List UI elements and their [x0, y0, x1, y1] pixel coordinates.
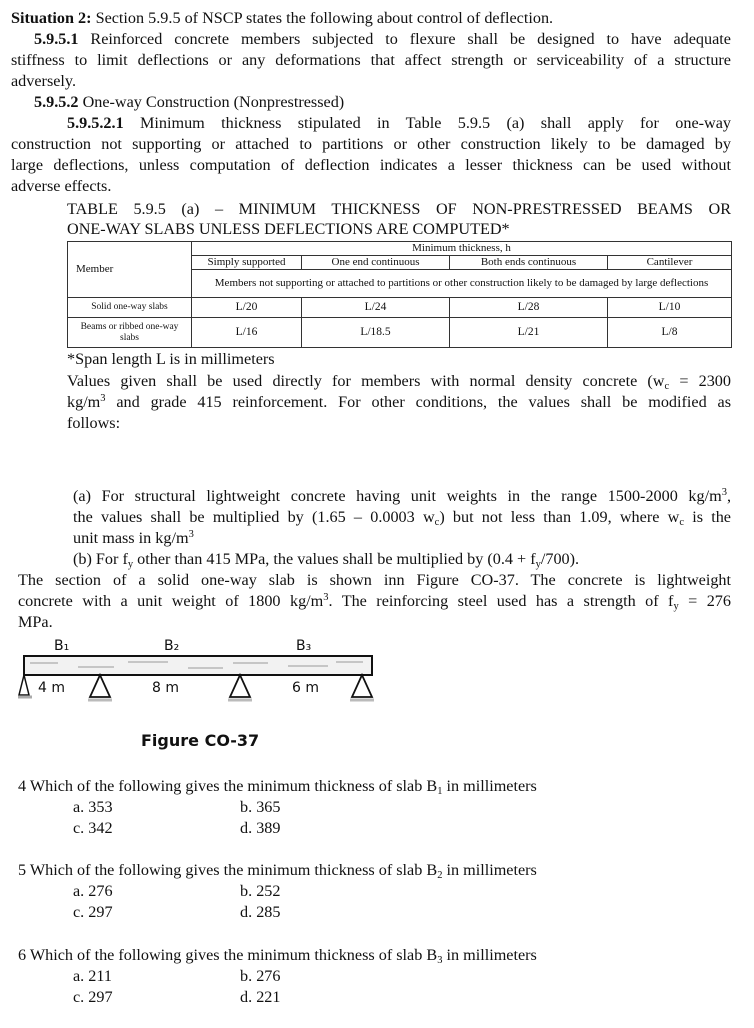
- member-header: Member: [68, 242, 192, 298]
- q4-option-c[interactable]: c. 342: [73, 819, 113, 837]
- modifier-b-sub: y: [127, 559, 134, 570]
- modifier-a-sub: c: [434, 517, 440, 528]
- modifier-line1: [67, 371, 731, 392]
- modifier-b-text: /700).: [540, 550, 580, 568]
- table-note-row: Members not supporting or attached to partitions or other construction likely to be damaged by large deflections: [192, 270, 732, 298]
- support-2: [228, 675, 252, 700]
- problem-sub: y: [673, 601, 679, 612]
- modifier-a-text: ) but not less than 1.09, where w: [439, 508, 680, 526]
- question-stem: 4 Which of the following gives the minimum thickness of slab B: [18, 777, 438, 795]
- col-simply-supported: Simply supported: [192, 256, 302, 270]
- modifier-text: and grade 415 reinforcement. For other conditions, the values shall be modified as: [105, 393, 731, 411]
- q6-option-c[interactable]: c. 297: [73, 988, 113, 1006]
- modifier-b-text: (b) For f: [73, 550, 128, 568]
- modifier-b-text: other than 415 MPa, the values shall be multiplied by (0.4 + f: [133, 550, 536, 568]
- clause-59521-text1: Minimum thickness stipulated in Table 5.9.5 (a) shall apply for one-way: [123, 114, 731, 132]
- modifier-a-text: unit mass in kg/m: [73, 529, 189, 547]
- situation-heading: Situation 2:: [11, 9, 92, 27]
- problem-line3: MPa.: [18, 613, 53, 631]
- clause-5952-number: 5.9.5.2: [34, 93, 79, 111]
- row-member: Solid one-way slabs: [68, 298, 192, 318]
- modifier-b-line: [73, 549, 579, 570]
- question-4: [18, 776, 537, 797]
- modifier-sub: c: [664, 381, 670, 392]
- modifier-a-text: (a) For structural lightweight concrete having unit weights in the range 1500-2000 kg/m: [73, 487, 722, 505]
- row-member: Beams or ribbed one-way slabs: [68, 318, 192, 348]
- q6-option-b[interactable]: b. 276: [240, 967, 281, 985]
- modifier-a-line2: [73, 507, 731, 528]
- support-3: [350, 675, 374, 700]
- table-footnote: *Span length L is in millimeters: [67, 350, 275, 368]
- support-1: [88, 675, 112, 700]
- modifier-a-text: is the: [684, 508, 731, 526]
- col-both-ends-continuous: Both ends continuous: [450, 256, 608, 270]
- clause-5951-number: 5.9.5.1: [34, 30, 79, 48]
- q5-option-d[interactable]: d. 285: [240, 903, 281, 921]
- span-label-2: 8 m: [152, 680, 179, 696]
- clause-5952-line: [34, 92, 344, 113]
- q5-option-a[interactable]: a. 276: [73, 882, 113, 900]
- problem-sup: 3: [323, 592, 329, 603]
- min-thickness-table: [67, 241, 732, 348]
- q5-option-c[interactable]: c. 297: [73, 903, 113, 921]
- table-cell: L/21: [450, 318, 608, 348]
- q4-option-b[interactable]: b. 365: [240, 798, 281, 816]
- table-cell: L/28: [450, 298, 608, 318]
- clause-5951-text1: Reinforced concrete members subjected to flexure shall be designed to have adequate: [78, 30, 731, 48]
- table-cell: L/24: [302, 298, 450, 318]
- min-thickness-header: Minimum thickness, h: [192, 242, 732, 256]
- table-cell: L/8: [608, 318, 732, 348]
- question-stem: 6 Which of the following gives the minimum thickness of slab B: [18, 946, 438, 964]
- support-left: [18, 675, 32, 697]
- table-row: [68, 298, 732, 318]
- modifier-line3: follows:: [67, 414, 121, 432]
- col-cantilever: Cantilever: [608, 256, 732, 270]
- modifier-line2: [67, 392, 731, 413]
- label-b3: B₃: [296, 638, 312, 654]
- clause-59521-line1: [67, 113, 731, 134]
- question-sub: 2: [437, 870, 443, 881]
- clause-5951-line1: [34, 29, 731, 50]
- clause-5951-line2: stiffness to limit deflections or any deformations that affect strength or serviceability of a structure: [11, 51, 731, 69]
- modifier-a-line3: [73, 528, 194, 549]
- table-cell: L/18.5: [302, 318, 450, 348]
- modifier-a-text: ,: [726, 487, 731, 505]
- modifier-text: kg/m: [67, 393, 101, 411]
- modifier-a-sub: c: [679, 517, 684, 528]
- q4-option-a[interactable]: a. 353: [73, 798, 113, 816]
- situation-line: [11, 8, 553, 29]
- modifier-sup: 3: [100, 393, 106, 404]
- modifier-text: Values given shall be used directly for members with normal density concrete (w: [67, 372, 665, 390]
- problem-text: . The reinforcing steel used has a strength of f: [328, 592, 674, 610]
- question-6: [18, 945, 537, 966]
- problem-line1: The section of a solid one-way slab is shown inn Figure CO-37. The concrete is lightweight: [18, 571, 731, 589]
- clause-5951-line3: adversely.: [11, 72, 77, 90]
- question-5: [18, 860, 537, 881]
- modifier-a-line1: [73, 486, 731, 507]
- table-title-line2: ONE-WAY SLABS UNLESS DEFLECTIONS ARE COMPUTED*: [67, 220, 510, 238]
- span-label-3: 6 m: [292, 680, 319, 696]
- table-row: [68, 318, 732, 348]
- problem-text: concrete with a unit weight of 1800 kg/m: [18, 592, 324, 610]
- question-stem: in millimeters: [442, 946, 537, 964]
- modifier-a-sup: 3: [188, 529, 194, 540]
- q6-option-d[interactable]: d. 221: [240, 988, 281, 1006]
- table-cell: L/10: [608, 298, 732, 318]
- modifier-b-sub: y: [535, 559, 541, 570]
- problem-line2: [18, 591, 731, 612]
- question-stem: in millimeters: [442, 777, 537, 795]
- label-b1: B₁: [54, 638, 70, 654]
- table-title-line1: TABLE 5.9.5 (a) – MINIMUM THICKNESS OF NON-PRESTRESSED BEAMS OR: [67, 200, 731, 218]
- span-label-1: 4 m: [38, 680, 65, 696]
- table-cell: L/20: [192, 298, 302, 318]
- clause-59521-line2: construction not supporting or attached to partitions or other construction likely to be damaged by: [11, 135, 731, 153]
- modifier-text: = 2300: [669, 372, 731, 390]
- question-sub: 1: [437, 786, 443, 797]
- clause-59521-line4: adverse effects.: [11, 177, 112, 195]
- clause-5952-title: One-way Construction (Nonprestressed): [78, 93, 345, 111]
- clause-59521-number: 5.9.5.2.1: [67, 114, 124, 132]
- label-b2: B₂: [164, 638, 180, 654]
- q4-option-d[interactable]: d. 389: [240, 819, 281, 837]
- figure-caption: Figure CO-37: [141, 731, 260, 750]
- problem-text: = 276: [678, 592, 731, 610]
- situation-intro: Section 5.9.5 of NSCP states the following about control of deflection.: [91, 9, 554, 27]
- figure-co37: [18, 634, 378, 746]
- clause-59521-line3: large deflections, unless computation of deflection indicates a lesser thickness can be used without: [11, 156, 731, 174]
- col-one-end-continuous: One end continuous: [302, 256, 450, 270]
- question-stem: 5 Which of the following gives the minimum thickness of slab B: [18, 861, 438, 879]
- modifier-a-sup: 3: [721, 487, 727, 498]
- table-cell: L/16: [192, 318, 302, 348]
- question-sub: 3: [437, 955, 443, 966]
- modifier-a-text: the values shall be multiplied by (1.65 – 0.0003 w: [73, 508, 435, 526]
- q6-option-a[interactable]: a. 211: [73, 967, 112, 985]
- question-stem: in millimeters: [442, 861, 537, 879]
- q5-option-b[interactable]: b. 252: [240, 882, 281, 900]
